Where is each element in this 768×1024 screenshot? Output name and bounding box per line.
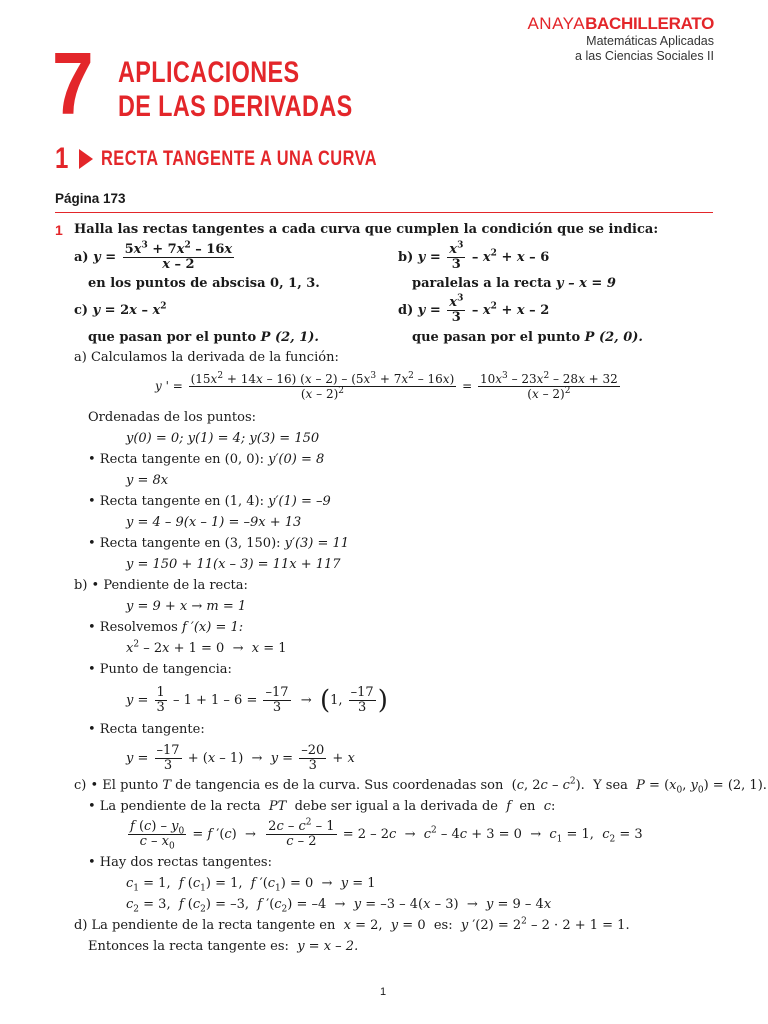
exercise-number: 1 [55,222,63,238]
item-a: a) y = $\frac{5x^3 + 7x^2 - 16x}{x - 2}$ [74,240,233,272]
item-d-cond: que pasan por el punto P (2, 0). [412,330,643,345]
sol-a-intro: a) Calculamos la derivada de la función: [74,350,339,365]
sol-d2: Entonces la recta tangente es: y = x – 2. [88,939,359,954]
sol-t2: • Recta tangente en (1, 4): y′(1) = –9 [88,494,331,509]
exercise-statement: Halla las rectas tangentes a cada curva que cumplen la condición que se indica: [74,222,659,237]
sol-b4: • Recta tangente: [88,722,205,737]
sol-b1: b) • Pendiente de la recta: [74,578,248,593]
brand-subtitle-1: Matemáticas Aplicadas [586,34,714,48]
sol-b3-eq: y = $\frac{1}{3}$ – 1 + 1 – 6 = $\frac{-17}{3}$ → (1, $\frac{-17}{3}$ ) [126,685,388,716]
sol-b1-eq: y = 9 + x → m = 1 [126,599,247,614]
chapter-number: 7 [52,34,94,133]
item-d: d) y = $\frac{x^3}{3}$ – $x^2 + x - 2$ [398,293,550,325]
item-b-cond: paralelas a la recta y – x = 9 [412,276,616,291]
sol-c3-eq1: $c_1 = 1$, f $(c_1) = 1$, f $'(c_1) = 0 \to y = 1$ [126,876,376,894]
sol-t3: • Recta tangente en (3, 150): y′(3) = 11 [88,536,350,551]
brand-logo: ANAYABACHILLERATO [527,14,714,33]
sol-c3-eq2: $c_2 = 3$, f $(c_2) = -3$, f $'(c_2) = -4 \to y = -3 - 4(x - 3) \to y = 9 - 4x$ [126,897,552,915]
sol-b2: • Resolvemos f ′(x) = 1: [88,620,244,635]
section-heading [55,142,455,176]
arrow-right-icon [79,149,93,169]
item-a-cond: en los puntos de abscisa 0, 1, 3. [88,276,320,291]
sol-c2-eq: $\frac{f (c) - y_0}{c - x_0}$ = f ′(c) → $\frac{2c - c^2 - 1}{c - 2}$ = $2 - 2c \to c^2 - 4c + 3 = 0 \to c_1 = 1$, $c_2 = 3$ [130,817,643,852]
sol-c2: • La pendiente de la recta PT debe ser igual a la derivada de f en c: [88,799,556,814]
item-c-cond: que pasan por el punto P (2, 1). [88,330,319,345]
page-number: 1 [380,986,387,998]
brand-subtitle-2: a las Ciencias Sociales II [575,49,714,63]
divider [55,212,713,213]
item-c: c) $y = 2x - x^2$ [74,301,167,318]
item-b: b) y = $\frac{x^3}{3}$ – $x^2 + x - 6$ [398,240,550,272]
page-label: Página 173 [55,191,126,206]
section-number: 1 [55,142,69,175]
sol-c3: • Hay dos rectas tangentes: [88,855,272,870]
sol-t1: • Recta tangente en (0, 0): y′(0) = 8 [88,452,325,467]
sol-a-derivative: y ' = $\frac{(15x^2 + 14x - 16) (x - 2) - (5x^3 + 7x^2 - 16x)}{(x - 2)^2}$ = $\frac{10x^3 - 23x^2 - 28x + 32}{(x - 2)^2}$ [155,371,618,401]
sol-t1-eq: y = 8x [126,473,169,488]
section-title: RECTA TANGENTE A UNA CURVA [101,147,378,170]
sol-ord-values: y(0) = 0; y(1) = 4; y(3) = 150 [126,431,320,446]
sol-t2-eq: y = 4 – 9(x – 1) = –9x + 13 [126,515,302,530]
sol-c1: c) • El punto T de tangencia es de la curva. Sus coordenadas son (c, $2c - c^2$). Y sea $P = (x_0$, $y_0) = (2$, 1). [74,776,767,796]
sol-d1: d) La pendiente de la recta tangente en x = 2, y = 0 es: y $'(2) = 2^2 - 2 \cdot 2 + 1 = 1$. [74,916,630,933]
sol-ordenadas: Ordenadas de los puntos: [88,410,256,425]
sol-b4-eq: y = $\frac{-17}{3}$ + (x – 1) → y = $\frac{-20}{3}$ + x [126,743,355,773]
chapter-title: APLICACIONES DE LAS DERIVADAS [118,56,353,123]
sol-t3-eq: y = 150 + 11(x – 3) = 11x + 117 [126,557,341,572]
sol-b2-sol: $x^2 - 2x + 1 = 0 \to x = 1$ [126,639,287,656]
brand-block [527,14,714,64]
sol-b3: • Punto de tangencia: [88,662,232,677]
